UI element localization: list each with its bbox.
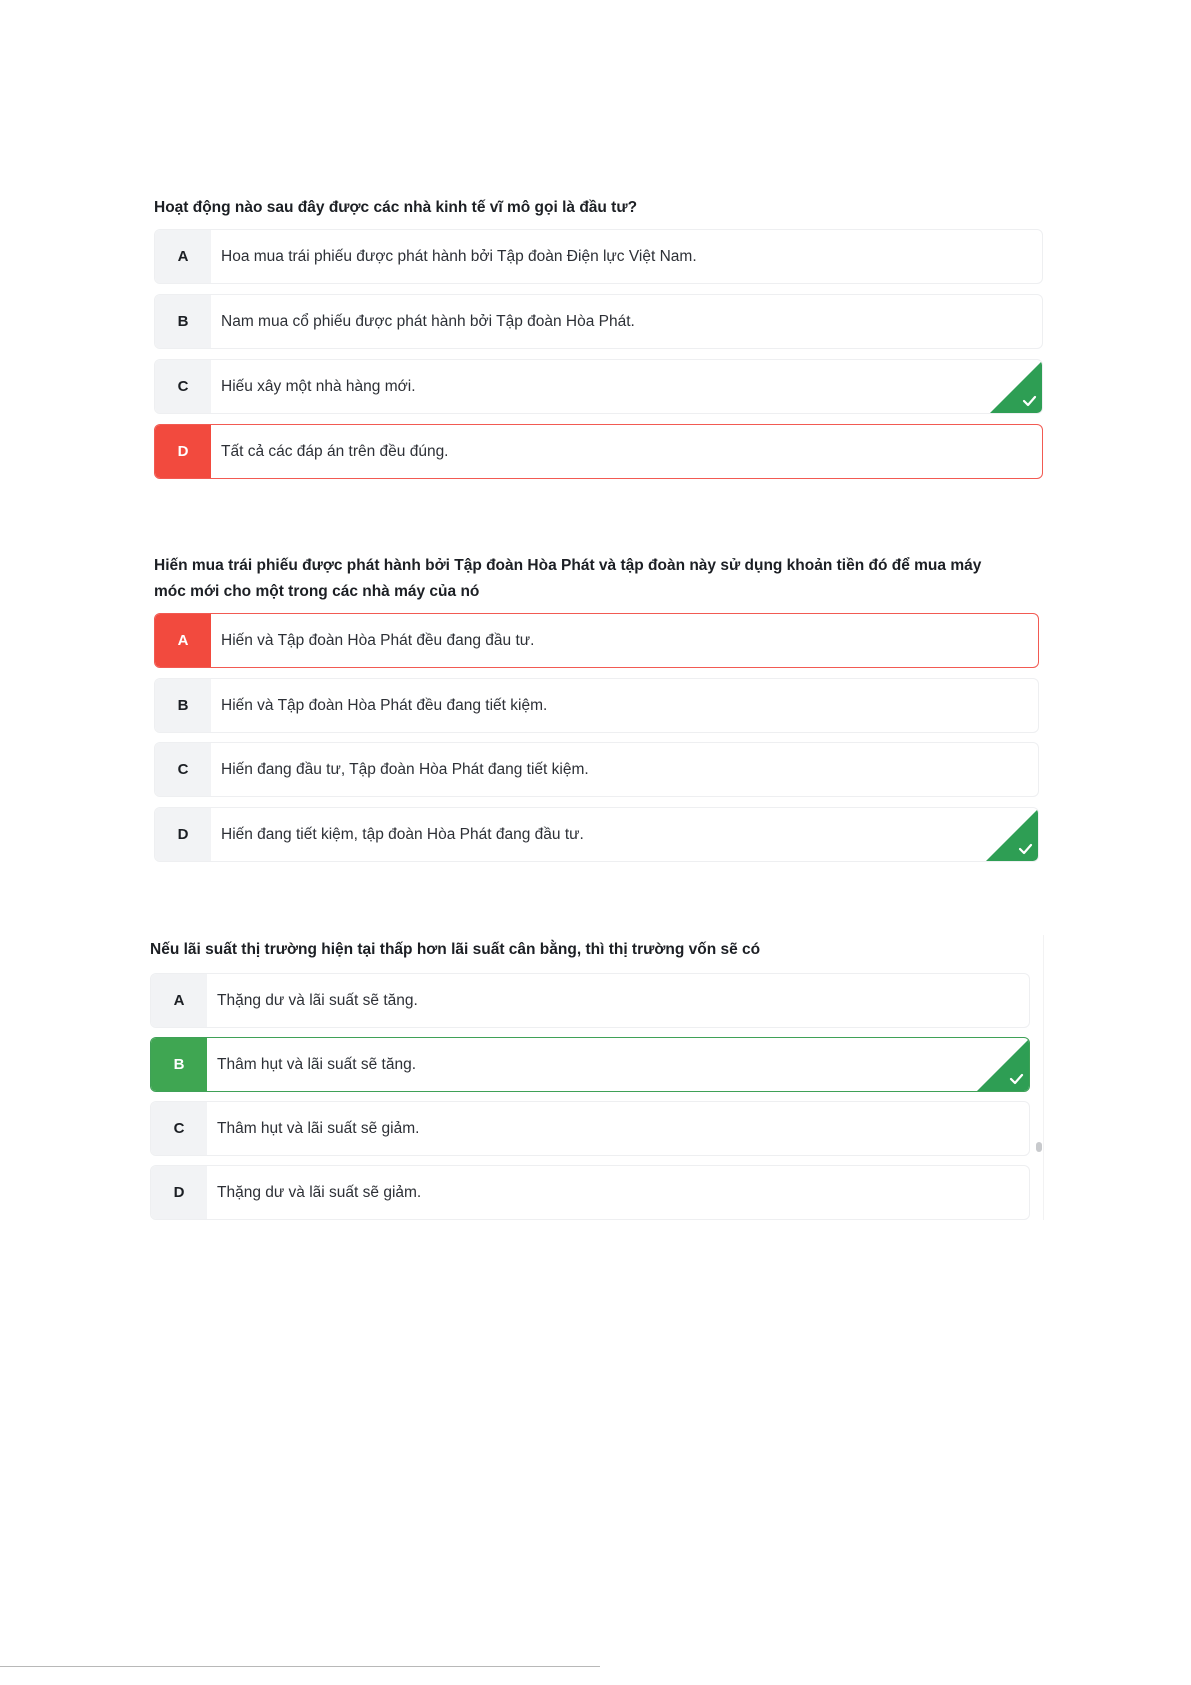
option-text: Hiến đang đầu tư, Tập đoàn Hòa Phát đang tiết kiệm.	[221, 760, 589, 778]
option-letter: C	[151, 1102, 207, 1155]
option-text: Hiếu xây một nhà hàng mới.	[221, 377, 416, 395]
option-letter: D	[155, 808, 211, 861]
check-icon	[977, 1039, 1029, 1091]
option-a[interactable]	[154, 229, 1043, 284]
option-d[interactable]	[154, 807, 1039, 862]
check-icon	[986, 809, 1038, 861]
option-c[interactable]	[154, 742, 1039, 797]
option-text: Thâm hụt và lãi suất sẽ giảm.	[217, 1119, 420, 1137]
option-letter: A	[155, 614, 211, 667]
question-title-line-1: Hiến mua trái phiếu được phát hành bởi Tập đoàn Hòa Phát và tập đoàn này sử dụng khoản tiền đó để mua máy	[154, 557, 982, 574]
option-a[interactable]	[150, 973, 1030, 1028]
option-text: Nam mua cổ phiếu được phát hành bởi Tập đoàn Hòa Phát.	[221, 312, 635, 330]
option-text: Hiến và Tập đoàn Hòa Phát đều đang đầu tư.	[221, 631, 535, 649]
footer-divider	[0, 1666, 600, 1667]
question-title-line-2: móc mới cho một trong các nhà máy của nó	[154, 583, 480, 600]
option-letter: A	[155, 230, 211, 283]
option-a[interactable]	[154, 613, 1039, 668]
question-title: Hoạt động nào sau đây được các nhà kinh tế vĩ mô gọi là đầu tư?	[154, 199, 638, 216]
option-text: Thâm hụt và lãi suất sẽ tăng.	[217, 1055, 417, 1073]
question-title	[154, 553, 981, 605]
option-letter: B	[155, 295, 211, 348]
option-letter: A	[151, 974, 207, 1027]
panel-edge	[1043, 935, 1044, 1220]
option-c[interactable]	[154, 359, 1043, 414]
option-text: Hoa mua trái phiếu được phát hành bởi Tập đoàn Điện lực Việt Nam.	[221, 247, 697, 265]
option-text: Tất cả các đáp án trên đều đúng.	[221, 442, 449, 460]
question-title: Nếu lãi suất thị trường hiện tại thấp hơn lãi suất cân bằng, thì thị trường vốn sẽ có	[150, 941, 761, 958]
option-letter: D	[155, 425, 211, 478]
option-b[interactable]	[150, 1037, 1030, 1092]
option-text: Thặng dư và lãi suất sẽ giảm.	[217, 1183, 422, 1201]
option-text: Thặng dư và lãi suất sẽ tăng.	[217, 991, 418, 1009]
option-b[interactable]	[154, 294, 1043, 349]
check-icon	[990, 361, 1042, 413]
option-letter: C	[155, 360, 211, 413]
option-letter: C	[155, 743, 211, 796]
option-letter: B	[151, 1038, 207, 1091]
option-d[interactable]	[154, 424, 1043, 479]
option-text: Hiến đang tiết kiệm, tập đoàn Hòa Phát đang đầu tư.	[221, 825, 584, 843]
option-text: Hiến và Tập đoàn Hòa Phát đều đang tiết kiệm.	[221, 696, 548, 714]
option-c[interactable]	[150, 1101, 1030, 1156]
option-letter: B	[155, 679, 211, 732]
option-b[interactable]	[154, 678, 1039, 733]
scrollbar-thumb[interactable]	[1036, 1142, 1042, 1152]
option-d[interactable]	[150, 1165, 1030, 1220]
option-letter: D	[151, 1166, 207, 1219]
